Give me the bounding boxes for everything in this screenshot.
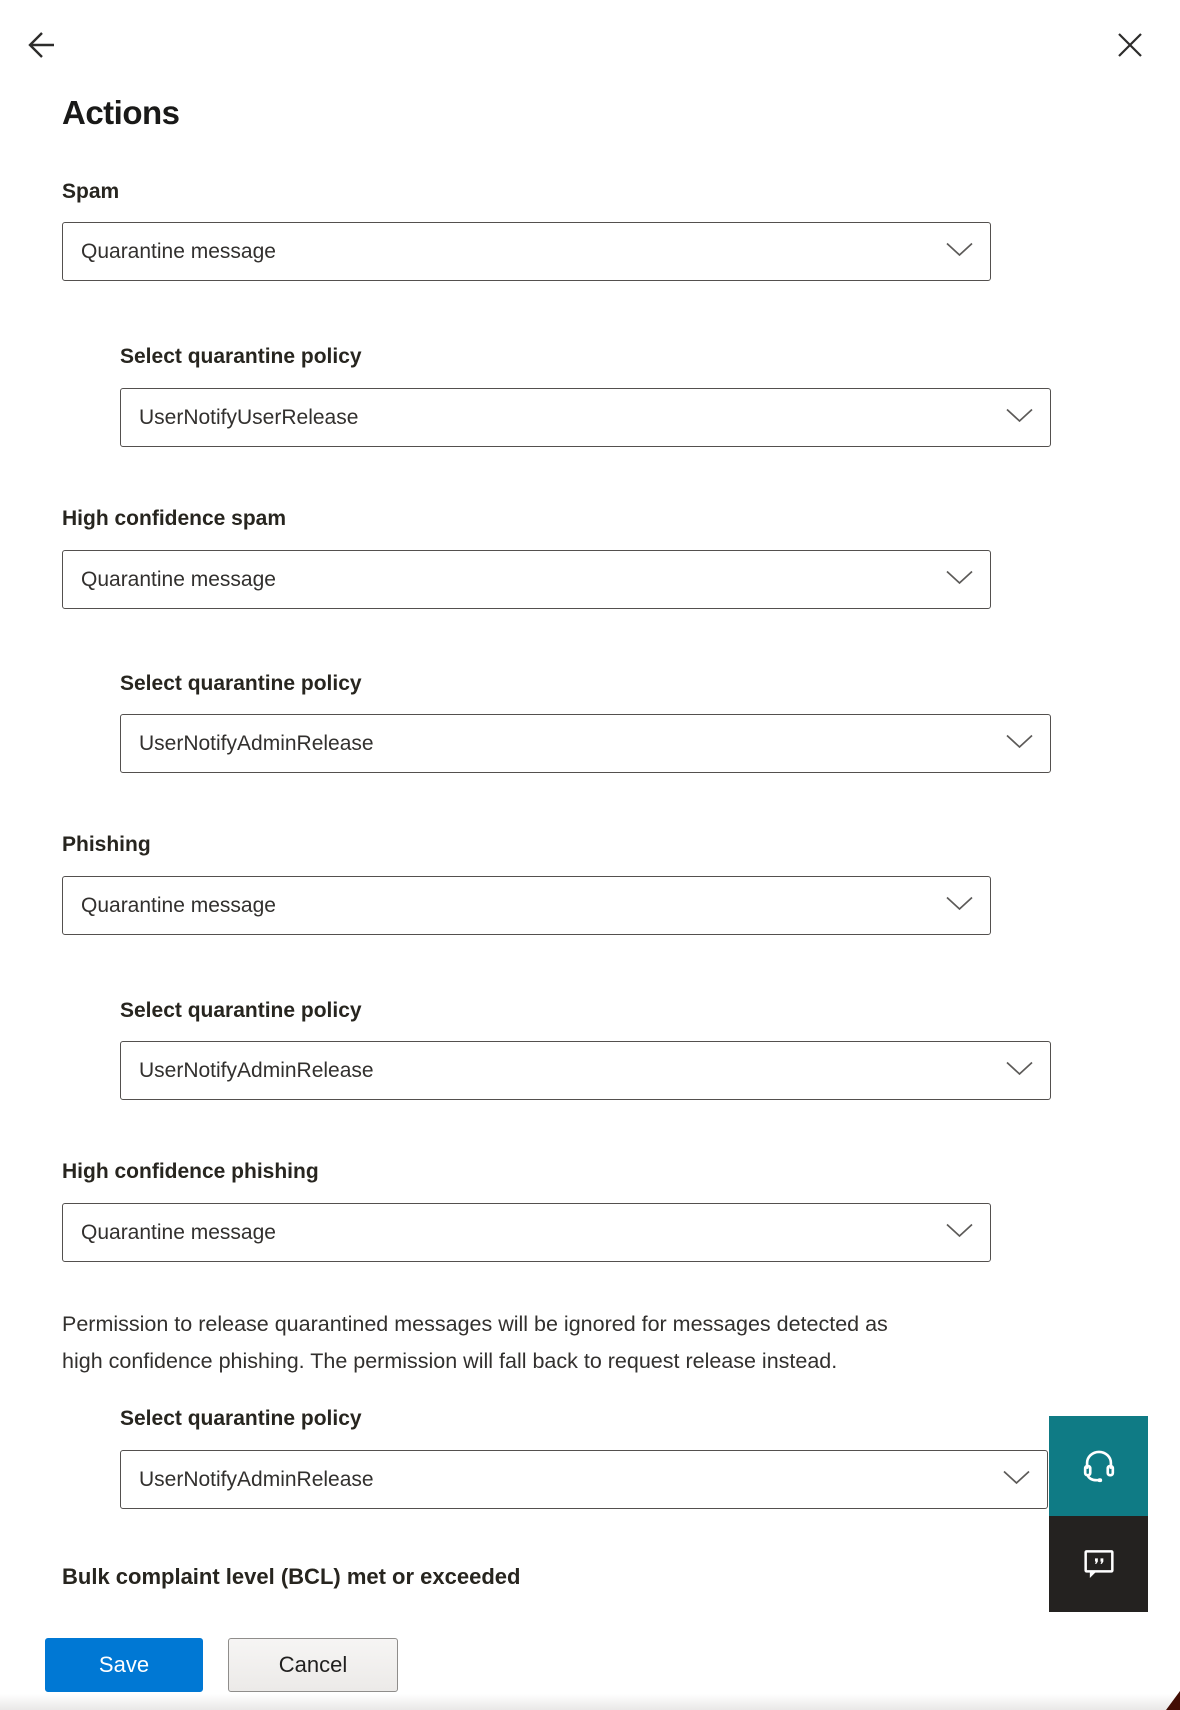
- phishing-label: Phishing: [62, 833, 151, 856]
- cancel-button[interactable]: Cancel: [228, 1638, 398, 1692]
- bulk-complaint-section-label: Bulk complaint level (BCL) met or exceeded: [62, 1564, 521, 1589]
- high-confidence-spam-label: High confidence spam: [62, 507, 287, 530]
- spam-policy-label: Select quarantine policy: [120, 345, 362, 368]
- high-confidence-phishing-action-dropdown[interactable]: [62, 1203, 991, 1262]
- phishing-action-dropdown[interactable]: [62, 876, 991, 935]
- support-widget-button[interactable]: [1049, 1416, 1148, 1516]
- dropdown-value: UserNotifyAdminRelease: [139, 1058, 374, 1082]
- dropdown-value: Quarantine message: [81, 1220, 276, 1244]
- high-confidence-phishing-quarantine-policy-dropdown[interactable]: [120, 1450, 1048, 1509]
- high-confidence-spam-action-dropdown[interactable]: [62, 550, 991, 609]
- chevron-down-icon: [1006, 734, 1033, 754]
- chevron-down-icon: [1003, 1470, 1030, 1490]
- high-confidence-spam-policy-label: Select quarantine policy: [120, 672, 362, 695]
- headset-icon: [1078, 1444, 1120, 1489]
- chevron-down-icon: [946, 896, 973, 916]
- note-text-line: high confidence phishing. The permission will fall back to request release instead.: [62, 1349, 838, 1373]
- dropdown-value: Quarantine message: [81, 239, 276, 263]
- high-confidence-phishing-policy-label: Select quarantine policy: [120, 1407, 362, 1430]
- dropdown-value: UserNotifyAdminRelease: [139, 1467, 374, 1491]
- note-text-line: Permission to release quarantined messages will be ignored for messages detected as: [62, 1312, 888, 1336]
- chevron-down-icon: [1006, 1061, 1033, 1081]
- chevron-down-icon: [946, 570, 973, 590]
- save-button[interactable]: Save: [45, 1638, 203, 1692]
- dropdown-value: Quarantine message: [81, 567, 276, 591]
- phishing-policy-label: Select quarantine policy: [120, 999, 362, 1022]
- feedback-widget-button[interactable]: [1049, 1516, 1148, 1612]
- chat-icon: [1079, 1543, 1119, 1586]
- dropdown-value: UserNotifyAdminRelease: [139, 731, 374, 755]
- dropdown-value: Quarantine message: [81, 893, 276, 917]
- chevron-down-icon: [1006, 408, 1033, 428]
- spam-action-dropdown[interactable]: [62, 222, 991, 281]
- high-confidence-phishing-label: High confidence phishing: [62, 1160, 319, 1183]
- high-confidence-spam-quarantine-policy-dropdown[interactable]: [120, 714, 1051, 773]
- close-icon: [1116, 31, 1144, 62]
- spam-quarantine-policy-dropdown[interactable]: [120, 388, 1051, 447]
- page-title: Actions: [62, 94, 180, 131]
- footer: [0, 1592, 1180, 1710]
- phishing-quarantine-policy-dropdown[interactable]: [120, 1041, 1051, 1100]
- chevron-down-icon: [946, 242, 973, 262]
- close-button[interactable]: [1108, 24, 1152, 68]
- spam-label: Spam: [62, 180, 120, 203]
- dropdown-value: UserNotifyUserRelease: [139, 405, 359, 429]
- cursor-artifact: [1166, 1691, 1180, 1710]
- arrow-left-icon: [20, 25, 60, 68]
- chevron-down-icon: [946, 1223, 973, 1243]
- back-button[interactable]: [18, 24, 62, 68]
